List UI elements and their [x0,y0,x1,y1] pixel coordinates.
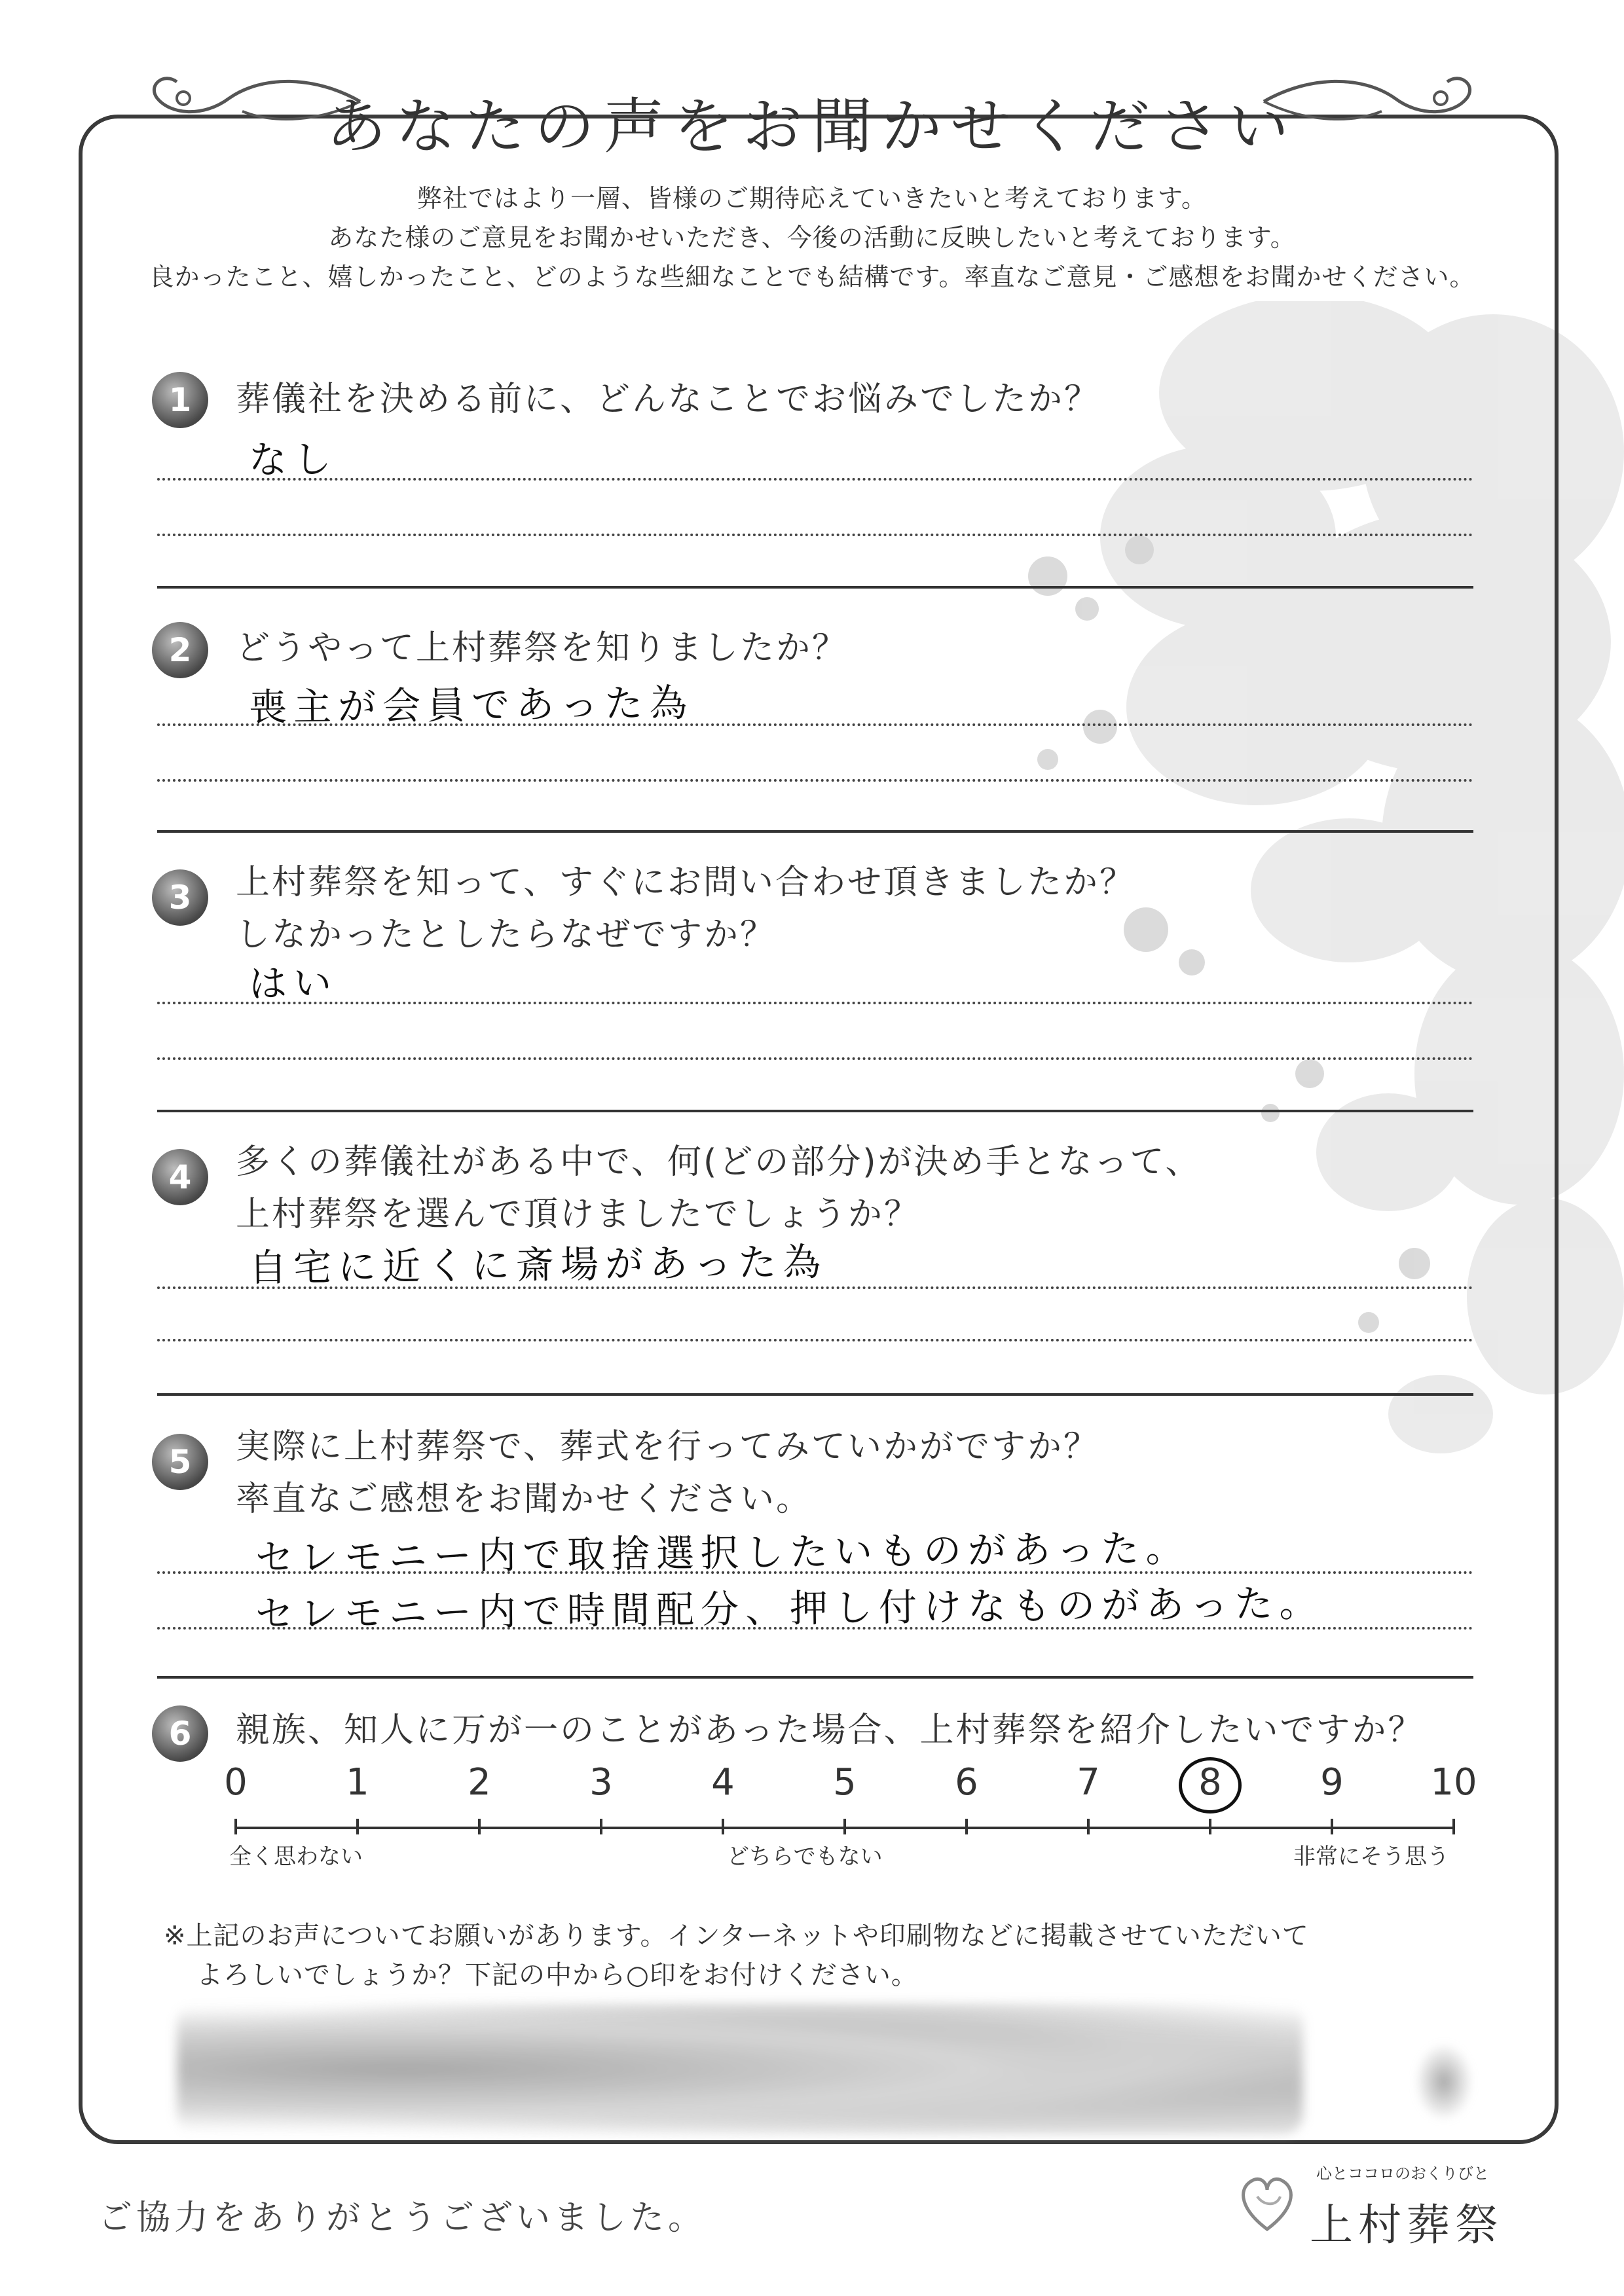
intro-line-1: 弊社ではより一層、皆様のご期待応えていきたいと考えております。 [417,184,1207,213]
question-3-answer[interactable]: はい [248,960,339,1006]
section-divider [157,1110,1473,1112]
scale-option-8[interactable]: 8 [1198,1761,1222,1804]
scale-tick [965,1819,968,1834]
question-2-number-badge: 2 [152,622,208,678]
question-5-number-badge: 5 [152,1434,208,1490]
section-divider [157,586,1473,589]
intro-line-3: 良かったこと、嬉しかったこと、どのような些細なことでも結構です。率直なご意見・ご感想をお聞かせください。 [149,263,1475,291]
answer-line [157,1627,1473,1630]
scale-mid-label: どちらでもない [727,1844,883,1870]
intro-line-2: あなた様のご意見をお聞かせいただき、今後の活動に反映したいと考えております。 [328,223,1296,252]
question-1-text: 葬儀社を決める前に、どんなことでお悩みでしたか？ [236,380,1101,419]
question-1-number-badge: 1 [152,372,208,428]
answer-line [157,478,1473,481]
scale-option-3[interactable]: 3 [589,1761,613,1804]
note-line-1: ※上記のお声についてお願いがあります。インターネットや印刷物などに掲載させていただいて [164,1921,1309,1951]
question-5-answer-line-1[interactable]: セレモニー内で取捨選択したいものがあった。 [255,1525,1190,1580]
scale-tick [356,1819,359,1834]
note-line-2: よろしいでしょうか？下記の中から○印をお付けください。 [196,1960,918,1990]
scale-tick [1209,1819,1211,1834]
scale-option-2[interactable]: 2 [468,1761,491,1804]
scale-option-5[interactable]: 5 [833,1761,857,1804]
redacted-consent-options [177,2003,1303,2134]
thanks-message: ご協力をありがとうございました。 [98,2198,707,2238]
scale-option-4[interactable]: 4 [711,1761,735,1804]
answer-line [157,534,1473,536]
scale-tick [1331,1819,1333,1834]
heart-logo-icon [1231,2167,1303,2239]
question-6-number-badge: 6 [152,1705,208,1762]
question-5-text-line-2: 率直なご感想をお聞かせください。 [236,1480,813,1519]
scale-tick [478,1819,481,1834]
answer-line [157,1339,1473,1341]
page-title: あなたの声をお聞かせください [325,92,1298,162]
question-5-answer-line-2[interactable]: セレモニー内で時間配分、押し付けなものがあった。 [255,1580,1324,1637]
section-divider [157,830,1473,833]
question-3-text-line-2: しなかったとしたらなぜですか？ [236,915,777,955]
scale-tick [600,1819,602,1834]
company-logo-name: 上村葬祭 [1310,2200,1504,2250]
answer-line [157,723,1473,726]
scale-option-1[interactable]: 1 [346,1761,369,1804]
scale-option-0[interactable]: 0 [224,1761,248,1804]
scale-option-10[interactable]: 10 [1430,1761,1477,1804]
question-2-text: どうやって上村葬祭を知りましたか？ [236,629,849,668]
logo-tagline: 心とココロのおくりびと [1316,2164,1489,2183]
scale-tick [843,1819,846,1834]
answer-line [157,1002,1473,1004]
scale-option-7[interactable]: 7 [1077,1761,1100,1804]
answer-line [157,779,1473,782]
scale-tick [1452,1819,1455,1834]
scale-tick [234,1819,237,1834]
scale-tick [1087,1819,1090,1834]
scale-option-6[interactable]: 6 [955,1761,978,1804]
question-4-answer[interactable]: 自宅に近くに斎場があった為 [248,1239,828,1290]
answer-line [157,1057,1473,1060]
section-divider [157,1676,1473,1679]
question-3-number-badge: 3 [152,869,208,926]
question-2-answer[interactable]: 喪主が会員であった為 [248,680,694,730]
scale-tick [722,1819,724,1834]
question-4-text-line-1: 多くの葬儀社がある中で、何(どの部分)が決め手となって、 [236,1142,1202,1182]
scale-high-label: 非常にそう思う [1293,1844,1449,1870]
question-5-text-line-1: 実際に上村葬祭で、葬式を行ってみていかがですか？ [236,1427,1099,1467]
question-1-answer[interactable]: なし [248,437,339,483]
scale-option-9[interactable]: 9 [1320,1761,1344,1804]
question-4-text-line-2: 上村葬祭を選んで頂けましたでしょうか？ [236,1195,921,1234]
question-3-text-line-1: 上村葬祭を知って、すぐにお問い合わせ頂きましたか？ [236,863,1135,902]
answer-line [157,1286,1473,1289]
scale-low-label: 全く思わない [229,1844,363,1870]
question-4-number-badge: 4 [152,1149,208,1205]
selected-rating-circle [1179,1757,1242,1813]
section-divider [157,1393,1473,1396]
redacted-mark [1414,2043,1473,2121]
question-6-text: 親族、知人に万が一のことがあった場合、上村葬祭を紹介したいですか？ [236,1711,1424,1750]
